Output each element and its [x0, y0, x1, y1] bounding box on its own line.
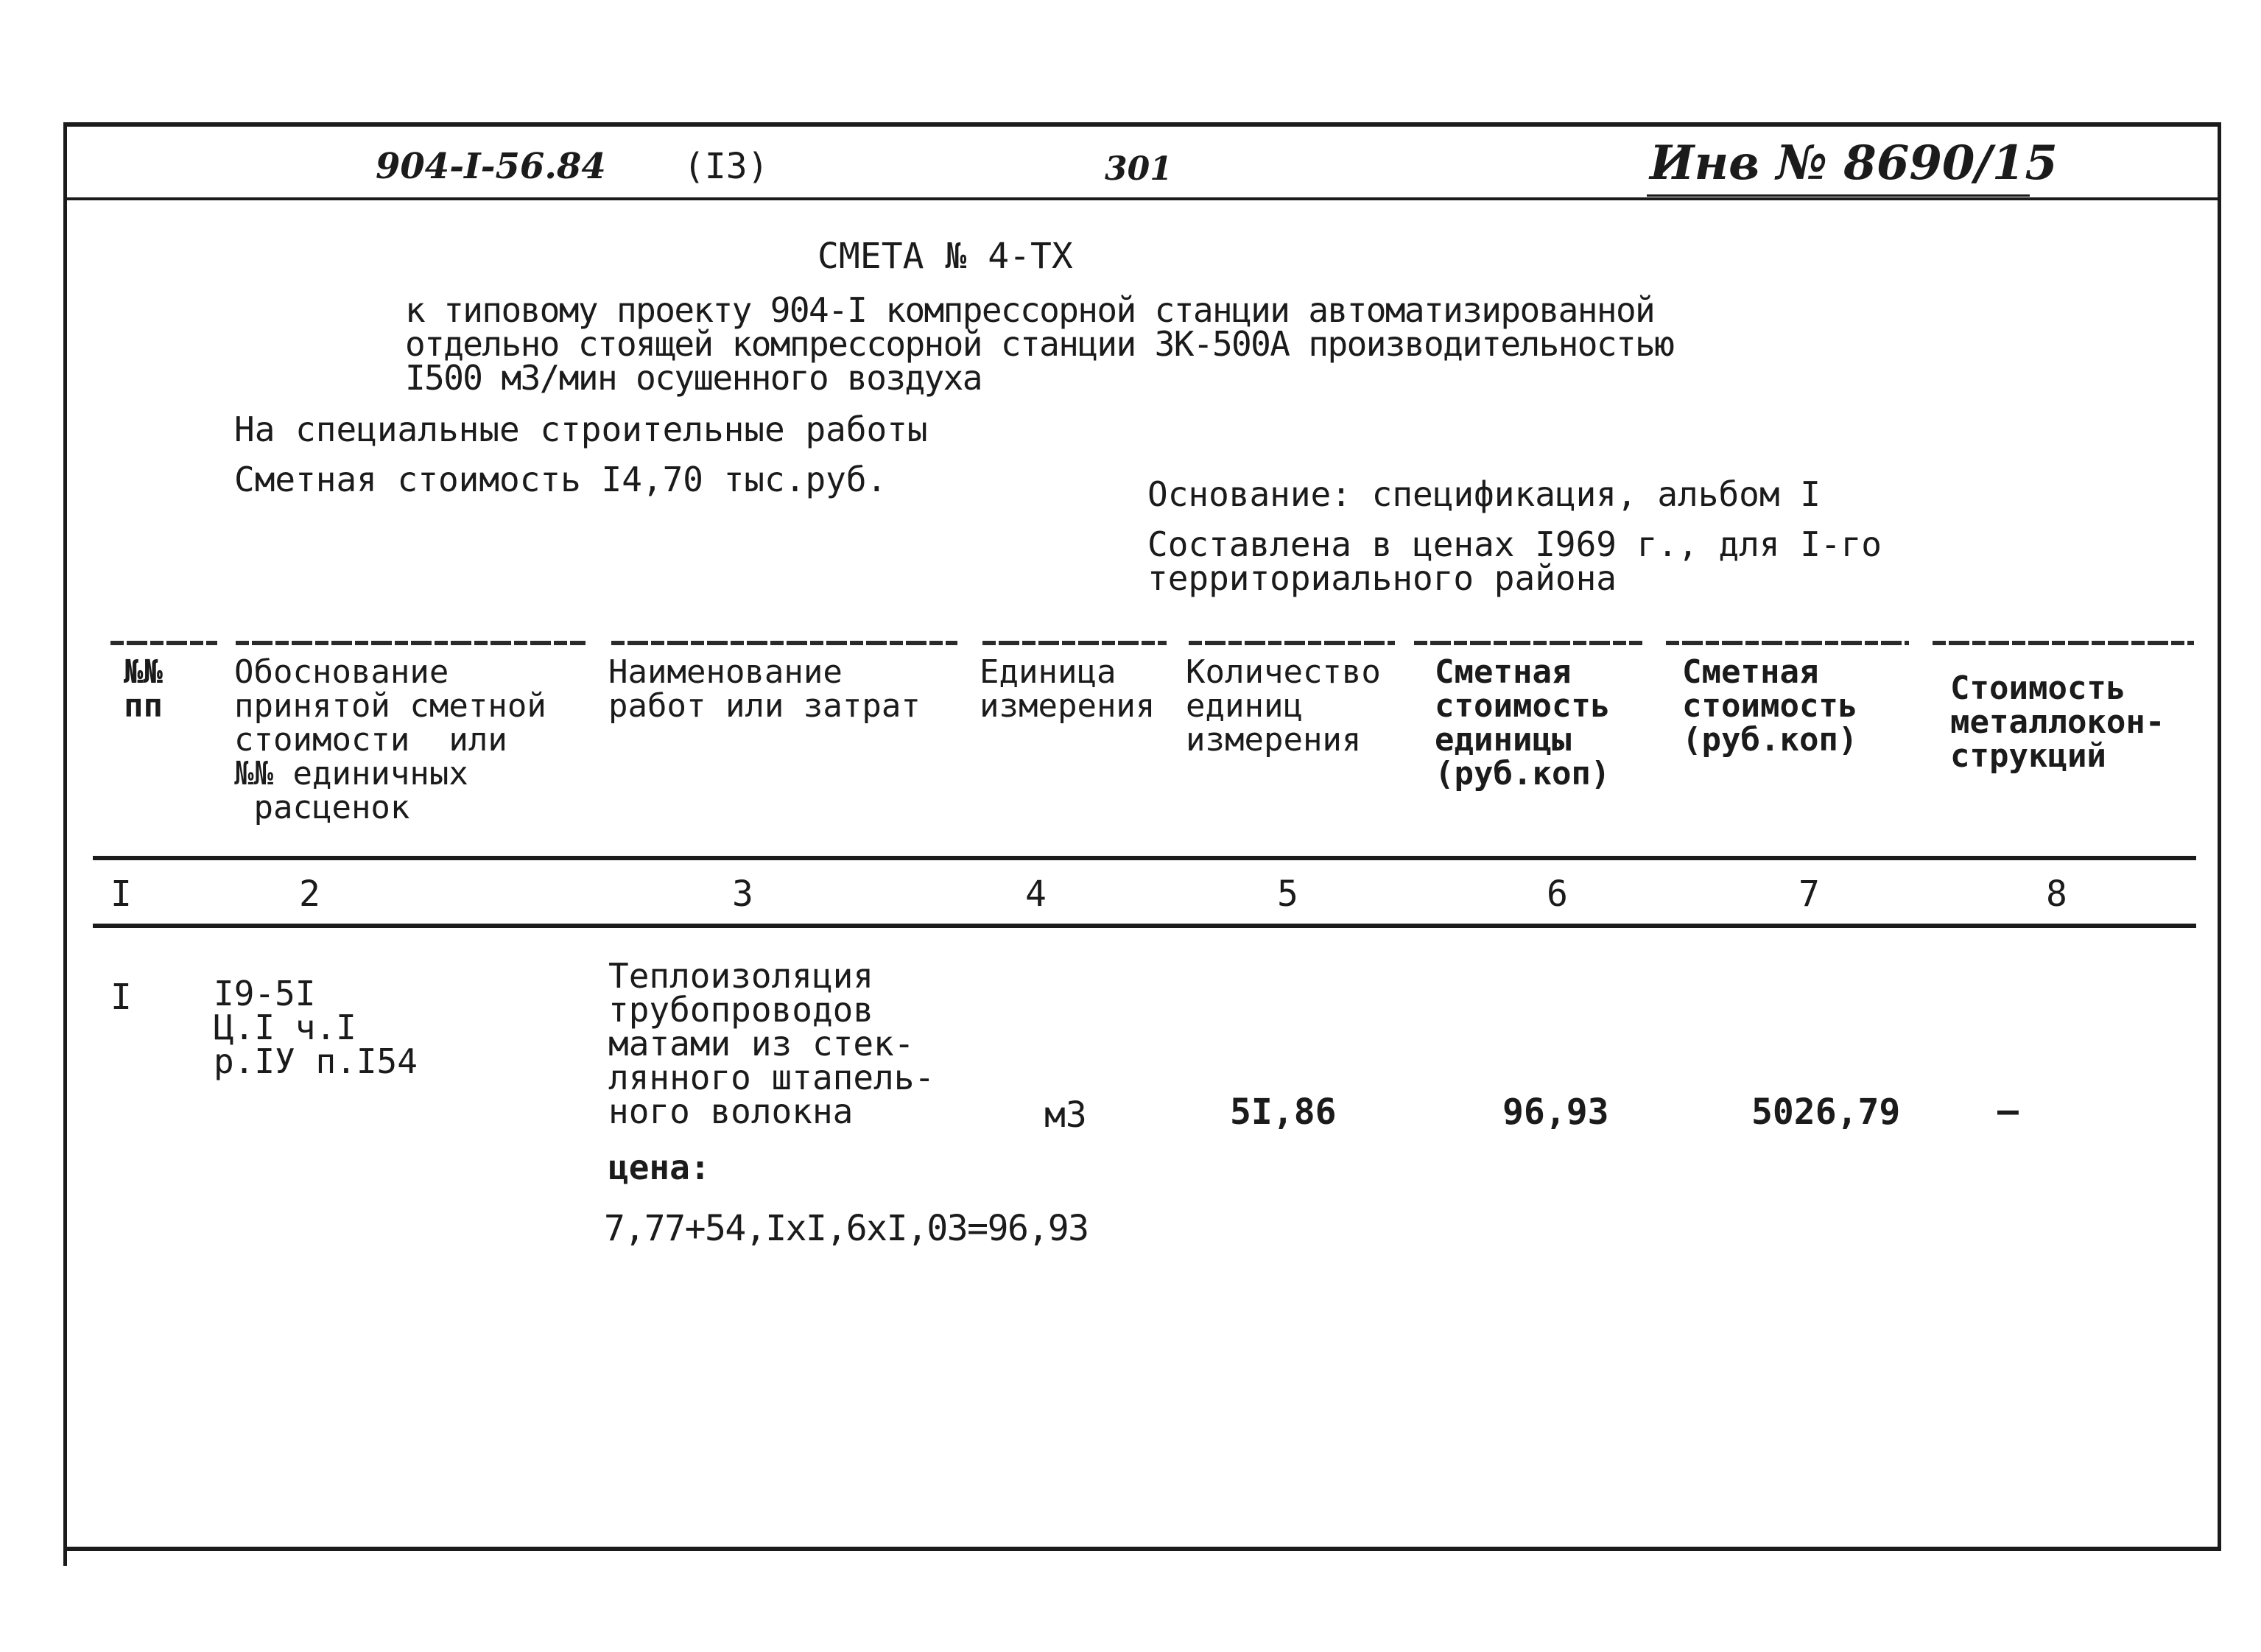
column-header-quantity: Количество единиц измерения — [1186, 653, 1381, 759]
column-rule — [1414, 641, 1642, 645]
row-total-cost: 5026,79 — [1751, 1092, 1901, 1133]
title-line-3: I500 мЗ/мин осушенного воздуха — [405, 358, 982, 398]
column-number-1: I — [110, 874, 132, 915]
column-header-name: Наименование работ или затрат — [608, 653, 921, 725]
column-number-3: 3 — [732, 874, 753, 915]
prices-line-2: территориального района — [1147, 558, 1617, 598]
project-code: 904-I-56.84 — [376, 146, 606, 187]
column-numbers-bottom-rule — [93, 924, 2196, 928]
column-rule — [236, 641, 586, 645]
column-rule — [611, 641, 957, 645]
header-divider — [63, 197, 2221, 200]
row-metal-cost: – — [1997, 1090, 2019, 1131]
row-basis: I9-5I Ц.I ч.I р.IУ п.I54 — [214, 974, 418, 1081]
column-number-2: 2 — [299, 874, 320, 915]
column-rule — [110, 641, 217, 645]
frame-top-border — [63, 122, 2221, 127]
row-price-formula: 7,77+54,IxI,6xI,03=96,93 — [604, 1208, 1089, 1249]
column-numbers-top-rule — [93, 856, 2196, 860]
frame-right-border — [2218, 122, 2221, 1551]
work-type: На специальные строительные работы — [234, 410, 928, 449]
page-number: 301 — [1105, 150, 1172, 188]
column-header-number: №№ пп — [124, 653, 163, 725]
inventory-number: Инв № 8690/15 — [1650, 136, 2058, 191]
column-number-5: 5 — [1277, 874, 1298, 915]
column-header-basis: Обоснование принятой сметной стоимости или №№ единичных расценок — [234, 653, 546, 826]
column-header-unit-cost: Сметная стоимость единицы (руб.коп) — [1435, 653, 1611, 792]
column-number-6: 6 — [1547, 874, 1568, 915]
estimate-title: СМЕТА № 4-ТХ — [817, 236, 1073, 277]
column-rule — [1933, 641, 2194, 645]
row-unit-cost: 96,93 — [1502, 1092, 1609, 1133]
title-line-1: к типовому проекту 904-I компрессорной станции автоматизированной — [405, 290, 1655, 330]
column-number-4: 4 — [1025, 874, 1047, 915]
row-quantity: 5I,86 — [1230, 1092, 1337, 1133]
row-price-label: цена: — [608, 1147, 711, 1187]
row-work-name: Теплоизоляция трубопроводов матами из стек- лянного штапель- ного волокна — [608, 956, 935, 1131]
column-rule — [1189, 641, 1395, 645]
sheet-reference: (I3) — [683, 146, 769, 187]
prices-line-1: Составлена в ценах I969 г., для I-го — [1147, 524, 1882, 564]
column-rule — [1666, 641, 1909, 645]
frame-bottom-border — [63, 1547, 2221, 1551]
row-number: I — [110, 977, 132, 1018]
inventory-underline — [1647, 194, 2030, 197]
column-header-total-cost: Сметная стоимость (руб.коп) — [1682, 653, 1858, 759]
frame-left-border — [63, 122, 67, 1566]
column-rule — [982, 641, 1167, 645]
estimated-cost: Сметная стоимость I4,70 тыс.руб. — [234, 460, 887, 499]
column-header-metal-cost: Стоимость металлокон- струкций — [1950, 669, 2165, 775]
column-header-unit: Единица измерения — [980, 653, 1156, 725]
title-line-2: отдельно стоящей компрессорной станции ЗК-500А производительностью — [405, 324, 1674, 364]
column-number-7: 7 — [1798, 874, 1820, 915]
basis-text: Основание: спецификация, альбом I — [1147, 474, 1821, 514]
row-unit: мЗ — [1044, 1094, 1087, 1136]
column-number-8: 8 — [2046, 874, 2067, 915]
